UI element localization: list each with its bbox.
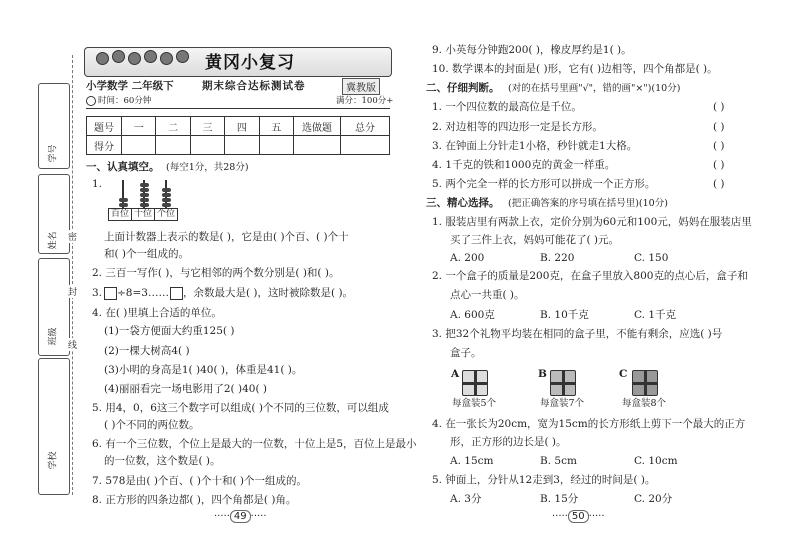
q4-sub1: (1)一袋方便面大约重125( ) [104, 325, 235, 337]
q5-line1: 5. 用4，0，6这三个数字可以组成( )个不同的三位数，可以组成 [92, 402, 389, 414]
score-cell[interactable] [341, 136, 390, 155]
gift-caption-a: 每盒装5个 [452, 398, 497, 409]
exam-title: 期末综合达标测试卷 [202, 80, 306, 92]
q4: 4. 在( )里填上合适的单位。 [92, 307, 222, 319]
judge-answer-bracket[interactable]: ( ) [713, 140, 725, 152]
score-header-cell: 选做题 [294, 117, 341, 136]
judge-item: 1. 一个四位数的最高位是千位。 [432, 101, 582, 113]
abacus-hundreds-label: 百位 [108, 208, 132, 221]
cartoon-kid-icon [176, 50, 189, 63]
binding-line [72, 55, 73, 495]
abacus-bead [140, 198, 149, 202]
score-header-cell: 四 [225, 117, 259, 136]
choice4-line2: 形，正方形的边长是( )。 [450, 436, 567, 448]
choice1-option-a: A. 200 [450, 252, 485, 264]
ribbon [551, 382, 575, 385]
ribbon [463, 382, 487, 385]
choice4-option-a: A. 15cm [450, 455, 494, 467]
student-id-label: 学号 [48, 144, 59, 163]
name-box[interactable] [38, 174, 70, 254]
cut-mark-close: 封 [67, 285, 78, 298]
choice5-option-b: B. 15分 [540, 493, 579, 505]
choice2-option-c: C. 1千克 [634, 309, 677, 321]
score-table-score-row [87, 136, 390, 155]
cartoon-kid-icon [112, 50, 125, 63]
abacus-bead [162, 198, 171, 202]
header-divider [86, 108, 390, 109]
ribbon [633, 382, 657, 385]
clock-icon [86, 96, 96, 106]
page-number-left: ····· 49 ····· [214, 511, 267, 522]
score-cell[interactable] [122, 136, 156, 155]
choice2-line1: 2. 一个盒子的质量是200克，在盒子里放入800克的点心后，盒子和 [432, 270, 748, 282]
choice1-line2: 买了三件上衣，妈妈可能花了( )元。 [450, 234, 620, 246]
score-header-cell: 五 [259, 117, 293, 136]
gift-letter-a: A [451, 368, 460, 380]
page-number-value: 49 [230, 510, 251, 523]
judge-answer-bracket[interactable]: ( ) [713, 178, 725, 190]
q4-sub2: (2)一棵大树高4( ) [104, 345, 190, 357]
q5-line2: ( )个不同的两位数。 [104, 419, 200, 431]
choice4-option-c: C. 10cm [634, 455, 678, 467]
choice4-option-b: B. 5cm [540, 455, 577, 467]
choice4-line1: 4. 在一张长为20cm，宽为15cm的长方形纸上剪下一个最大的正方 [432, 418, 746, 430]
score-header-cell: 题号 [87, 117, 122, 136]
cartoon-kid-icon [128, 52, 141, 65]
student-id-box[interactable] [38, 83, 70, 169]
section3-note: (把正确答案的序号填在括号里)(10分) [508, 198, 668, 209]
abacus-bead [140, 193, 149, 197]
abacus-bead [140, 203, 149, 207]
score-header-cell: 总分 [341, 117, 390, 136]
q4-sub4: (4)丽丽看完一场电影用了2( )40( ) [104, 383, 267, 395]
cartoon-kid-icon [144, 50, 157, 63]
gift-letter-b: B [538, 368, 547, 380]
gift-box-icon [550, 370, 576, 396]
dividend-blank-box[interactable] [104, 287, 117, 300]
choice5-option-c: C. 20分 [634, 493, 673, 505]
score-cell[interactable] [225, 136, 259, 155]
judge-answer-bracket[interactable]: ( ) [713, 121, 725, 133]
abacus-bead [162, 193, 171, 197]
score-table-header-row [87, 117, 390, 136]
gift-caption-b: 每盒装7个 [540, 398, 585, 409]
score-cell[interactable] [156, 136, 190, 155]
full-score: 满分：100分+ [336, 96, 394, 106]
q3-number: 3. [92, 287, 103, 299]
q2: 2. 三百一写作( )，与它相邻的两个数分别是( )和( )。 [92, 267, 340, 279]
q1-number: 1. [92, 178, 103, 190]
cut-mark-seal: 密 [67, 230, 78, 243]
abacus-bead [140, 188, 149, 192]
grade-label: 小学数学 二年级下 [86, 80, 174, 92]
score-cell[interactable] [259, 136, 293, 155]
edition-badge: 冀教版 [342, 78, 380, 95]
q9: 9. 小英每分钟跑200( )，橡皮厚约是1( )。 [432, 44, 632, 56]
section1-title: 一、认真填空。 [86, 161, 160, 173]
abacus-bead [140, 183, 149, 187]
choice1-option-c: C. 150 [634, 252, 669, 264]
judge-item: 5. 两个完全一样的长方形可以拼成一个正方形。 [432, 178, 656, 190]
q10: 10. 数学课本的封面是( )形，它有( )边相等，四个角都是( )。 [432, 63, 718, 75]
q7: 7. 578是由( )个百、( )个十和( )个一组成的。 [92, 475, 307, 487]
score-table [86, 116, 390, 155]
judge-answer-bracket[interactable]: ( ) [713, 101, 725, 113]
q1-line2: 和( )个一组成的。 [104, 248, 190, 260]
school-label: 学校 [48, 451, 59, 470]
section3-title: 三、精心选择。 [426, 197, 500, 209]
page-number-value: 50 [568, 510, 589, 523]
brand-title: 黄冈小复习 [205, 53, 295, 73]
q3-equation: ÷8=3…… [117, 287, 169, 299]
choice1-line1: 1. 服装店里有两款上衣，定价分别为60元和100元，妈妈在服装店里 [432, 216, 752, 228]
school-box[interactable] [38, 358, 70, 495]
time-limit: 时间：60分钟 [98, 96, 152, 106]
score-header-cell: 一 [122, 117, 156, 136]
q1-line1: 上面计数器上表示的数是( )，它是由( )个百、( )个十 [104, 231, 349, 243]
judge-item: 2. 对边相等的四边形一定是长方形。 [432, 121, 603, 133]
choice1-option-b: B. 220 [540, 252, 575, 264]
q8: 8. 正方形的四条边都( )，四个角都是( )角。 [92, 494, 297, 506]
gift-box-icon [462, 370, 488, 396]
choice5-option-a: A. 3分 [450, 493, 482, 505]
cartoon-kid-icon [96, 52, 109, 65]
abacus-tens-label: 十位 [131, 208, 155, 221]
judge-item: 3. 在钟面上分针走1小格，秒针就走1大格。 [432, 140, 638, 152]
q6-line2: 的一位数，这个数是( )。 [104, 455, 221, 467]
section2-note: (对的在括号里画"√"，错的画"×")(10分) [508, 83, 681, 94]
abacus-ones-label: 个位 [154, 208, 178, 221]
choice3-line1: 3. 把32个礼物平均装在相同的盒子里，不能有剩余，应选( )号 [432, 328, 723, 340]
q4-sub3: (3)小明的身高是1( )40( )，体重是41( )。 [104, 364, 303, 376]
section1-note: (每空1分，共28分) [166, 162, 249, 173]
gift-caption-c: 每盒装8个 [622, 398, 667, 409]
gift-letter-c: C [619, 368, 628, 380]
cut-mark-line: 线 [67, 338, 78, 351]
section2-title: 二、仔细判断。 [426, 82, 500, 94]
score-header-cell: 二 [156, 117, 190, 136]
gift-box-icon [632, 370, 658, 396]
score-row-label: 得分 [87, 136, 122, 155]
choice2-line2: 点心一共重( )。 [450, 289, 525, 301]
judge-item: 4. 1千克的铁和1000克的黄金一样重。 [432, 159, 616, 171]
choice2-option-b: B. 10千克 [540, 309, 589, 321]
page-number-right: ····· 50 ····· [552, 511, 605, 522]
abacus-bead [162, 203, 171, 207]
choice5: 5. 钟面上，分针从12走到3，经过的时间是( )。 [432, 474, 656, 486]
class-box[interactable] [38, 258, 70, 356]
name-label: 姓名 [48, 231, 59, 250]
class-label: 班级 [48, 327, 59, 346]
score-cell[interactable] [294, 136, 341, 155]
abacus-bead [162, 188, 171, 192]
score-header-cell: 三 [190, 117, 224, 136]
choice2-option-a: A. 600克 [450, 309, 495, 321]
remainder-blank-box[interactable] [170, 287, 183, 300]
abacus-bead [119, 203, 128, 207]
q3-rest: ，余数最大是( )，这时被除数是( )。 [183, 287, 354, 299]
choice3-line2: 盒子。 [450, 347, 482, 359]
q6-line1: 6. 有一个三位数，个位上是最大的一位数，十位上是5，百位上是最小 [92, 438, 417, 450]
score-cell[interactable] [190, 136, 224, 155]
judge-answer-bracket[interactable]: ( ) [713, 159, 725, 171]
abacus-bead [119, 198, 128, 202]
cartoon-kid-icon [160, 52, 173, 65]
